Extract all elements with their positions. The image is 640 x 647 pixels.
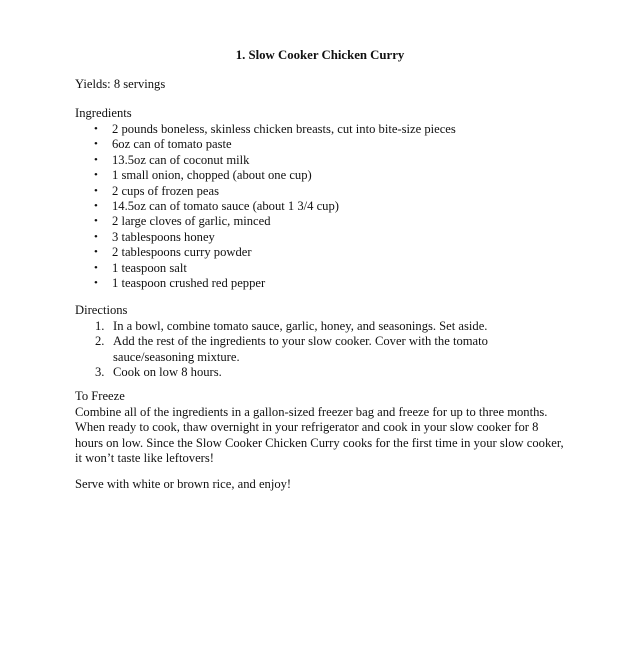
ingredients-heading: Ingredients [75,106,132,120]
bullet-icon: • [94,169,98,182]
ingredient-text: 1 small onion, chopped (about one cup) [112,168,312,183]
serving-suggestion: Serve with white or brown rice, and enjoy! [75,477,292,491]
freeze-paragraph: Combine all of the ingredients in a gallon-sized freezer bag and freeze for up to three months. When ready to cook, thaw overnight in your refrigerator and cook in your slow cooker for 8 hours on low. Since the Slow Cooker Chicken Curry cooks for the first time in your slow cooker, it won’t taste like leftovers! [75,405,564,466]
bullet-icon: • [94,246,98,259]
ingredient-text: 13.5oz can of coconut milk [112,152,250,167]
ingredient-text: 2 tablespoons curry powder [112,245,252,260]
ingredient-text: 3 tablespoons honey [112,229,215,244]
directions-heading: Directions [75,303,128,317]
ingredient-text: 14.5oz can of tomato sauce (about 1 3/4 cup) [112,198,339,213]
step-number: 2. [95,334,105,349]
bullet-icon: • [94,138,98,151]
ingredient-text: 2 large cloves of garlic, minced [112,214,271,229]
recipe-title: 1. Slow Cooker Chicken Curry [235,48,405,62]
direction-step [0,334,513,365]
step-number: 3. [95,365,105,380]
direction-step [0,365,513,380]
directions-list [0,319,513,381]
bullet-icon: • [94,261,98,274]
step-text: Cook on low 8 hours. [113,365,222,380]
ingredient-text: 2 pounds boneless, skinless chicken breasts, cut into bite-size pieces [112,122,456,136]
bullet-icon: • [94,276,98,289]
bullet-icon: • [94,230,98,243]
freeze-heading: To Freeze [75,389,125,403]
bullet-icon: • [94,153,98,166]
step-text: Add the rest of the ingredients to your slow cooker. Cover with the tomato sauce/seasoning mixture. [113,334,488,364]
bullet-icon: • [94,123,98,135]
bullet-icon: • [94,184,98,197]
ingredient-text: 1 teaspoon crushed red pepper [112,275,266,290]
ingredient-text: 6oz can of tomato paste [112,137,232,152]
bullet-icon: • [94,215,98,228]
bullet-icon: • [94,199,98,212]
step-number: 1. [95,319,105,333]
ingredient-text: 2 cups of frozen peas [112,183,220,198]
yields-text: Yields: 8 servings [75,77,166,91]
ingredient-text: 1 teaspoon salt [112,260,187,275]
step-text: In a bowl, combine tomato sauce, garlic, honey, and seasonings. Set aside. [113,319,488,333]
direction-step [0,319,513,334]
